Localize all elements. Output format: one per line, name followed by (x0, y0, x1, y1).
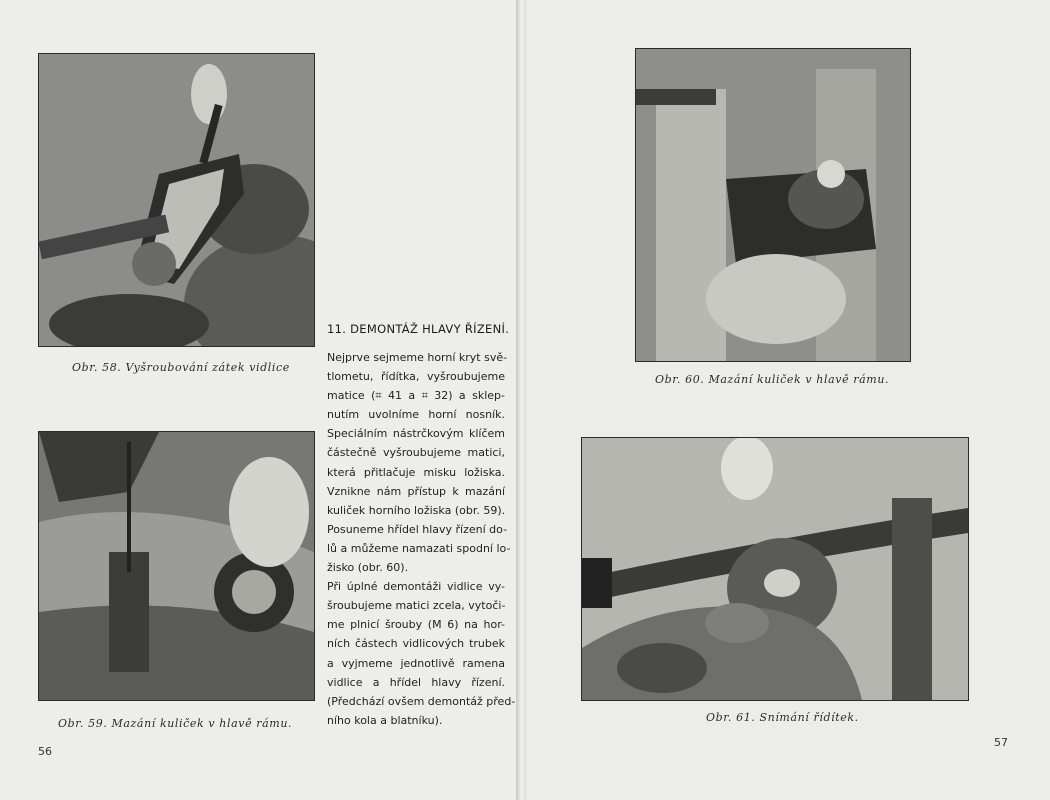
text-line: vidlice a hřídel hlavy řízení. (327, 675, 505, 689)
figure-61-photo (581, 437, 969, 701)
text-line: tlometu, řídítka, vyšroubujeme (327, 370, 505, 384)
section-body (327, 348, 516, 730)
text-line: ních částech vidlicových trubek (327, 637, 505, 651)
text-line: která přitlačuje misku ložiska. (327, 465, 505, 479)
figure-59-caption: Obr. 59. Mazání kuliček v hlavě rámu. (58, 717, 293, 730)
text-line: Vznikne nám přístup k mazání (327, 484, 505, 498)
text-line: Speciálním nástrčkovým klíčem (327, 427, 505, 441)
text-line: ního kola a blatníku). (327, 713, 443, 727)
page-number-left: 56 (38, 745, 52, 758)
text-line: matice (⌗ 41 a ⌗ 32) a sklep- (327, 389, 505, 403)
text-line: částečně vyšroubujeme matici, (327, 446, 505, 460)
text-line: Nejprve sejmeme horní kryt svě- (327, 351, 508, 364)
text-line: Posuneme hřídel hlavy řízení do- (327, 522, 508, 536)
figure-61-caption: Obr. 61. Snímání řídítek. (706, 711, 859, 724)
page-number-right: 57 (994, 736, 1008, 749)
text-line: Při úplné demontáži vidlice vy- (327, 580, 505, 594)
section-heading: 11. DEMONTÁŽ HLAVY ŘÍZENÍ. (327, 322, 510, 336)
text-line: lů a můžeme namazati spodní lo- (327, 541, 511, 555)
text-line: (Předchází ovšem demontáž před- (327, 694, 516, 708)
figure-60-caption: Obr. 60. Mazání kuliček v hlavě rámu. (655, 373, 890, 386)
paragraph-1 (327, 348, 511, 577)
figure-59-photo (38, 431, 315, 701)
figure-58-caption: Obr. 58. Vyšroubování zátek vidlice (72, 361, 290, 374)
figure-58-photo (38, 53, 315, 347)
text-line: šroubujeme matici zcela, vytoči- (327, 599, 506, 613)
text-line: nutím uvolníme horní nosník. (327, 408, 505, 422)
text-line: kuliček horního ložiska (obr. 59). (327, 503, 506, 517)
text-line: me plnicí šrouby (M 6) na hor- (327, 618, 505, 632)
paragraph-2 (327, 577, 516, 730)
left-page (0, 0, 518, 800)
text-line: žisko (obr. 60). (327, 561, 409, 575)
figure-60-photo (635, 48, 911, 362)
text-line: a vyjmeme jednotlivě ramena (327, 656, 505, 670)
right-page (526, 0, 1050, 800)
